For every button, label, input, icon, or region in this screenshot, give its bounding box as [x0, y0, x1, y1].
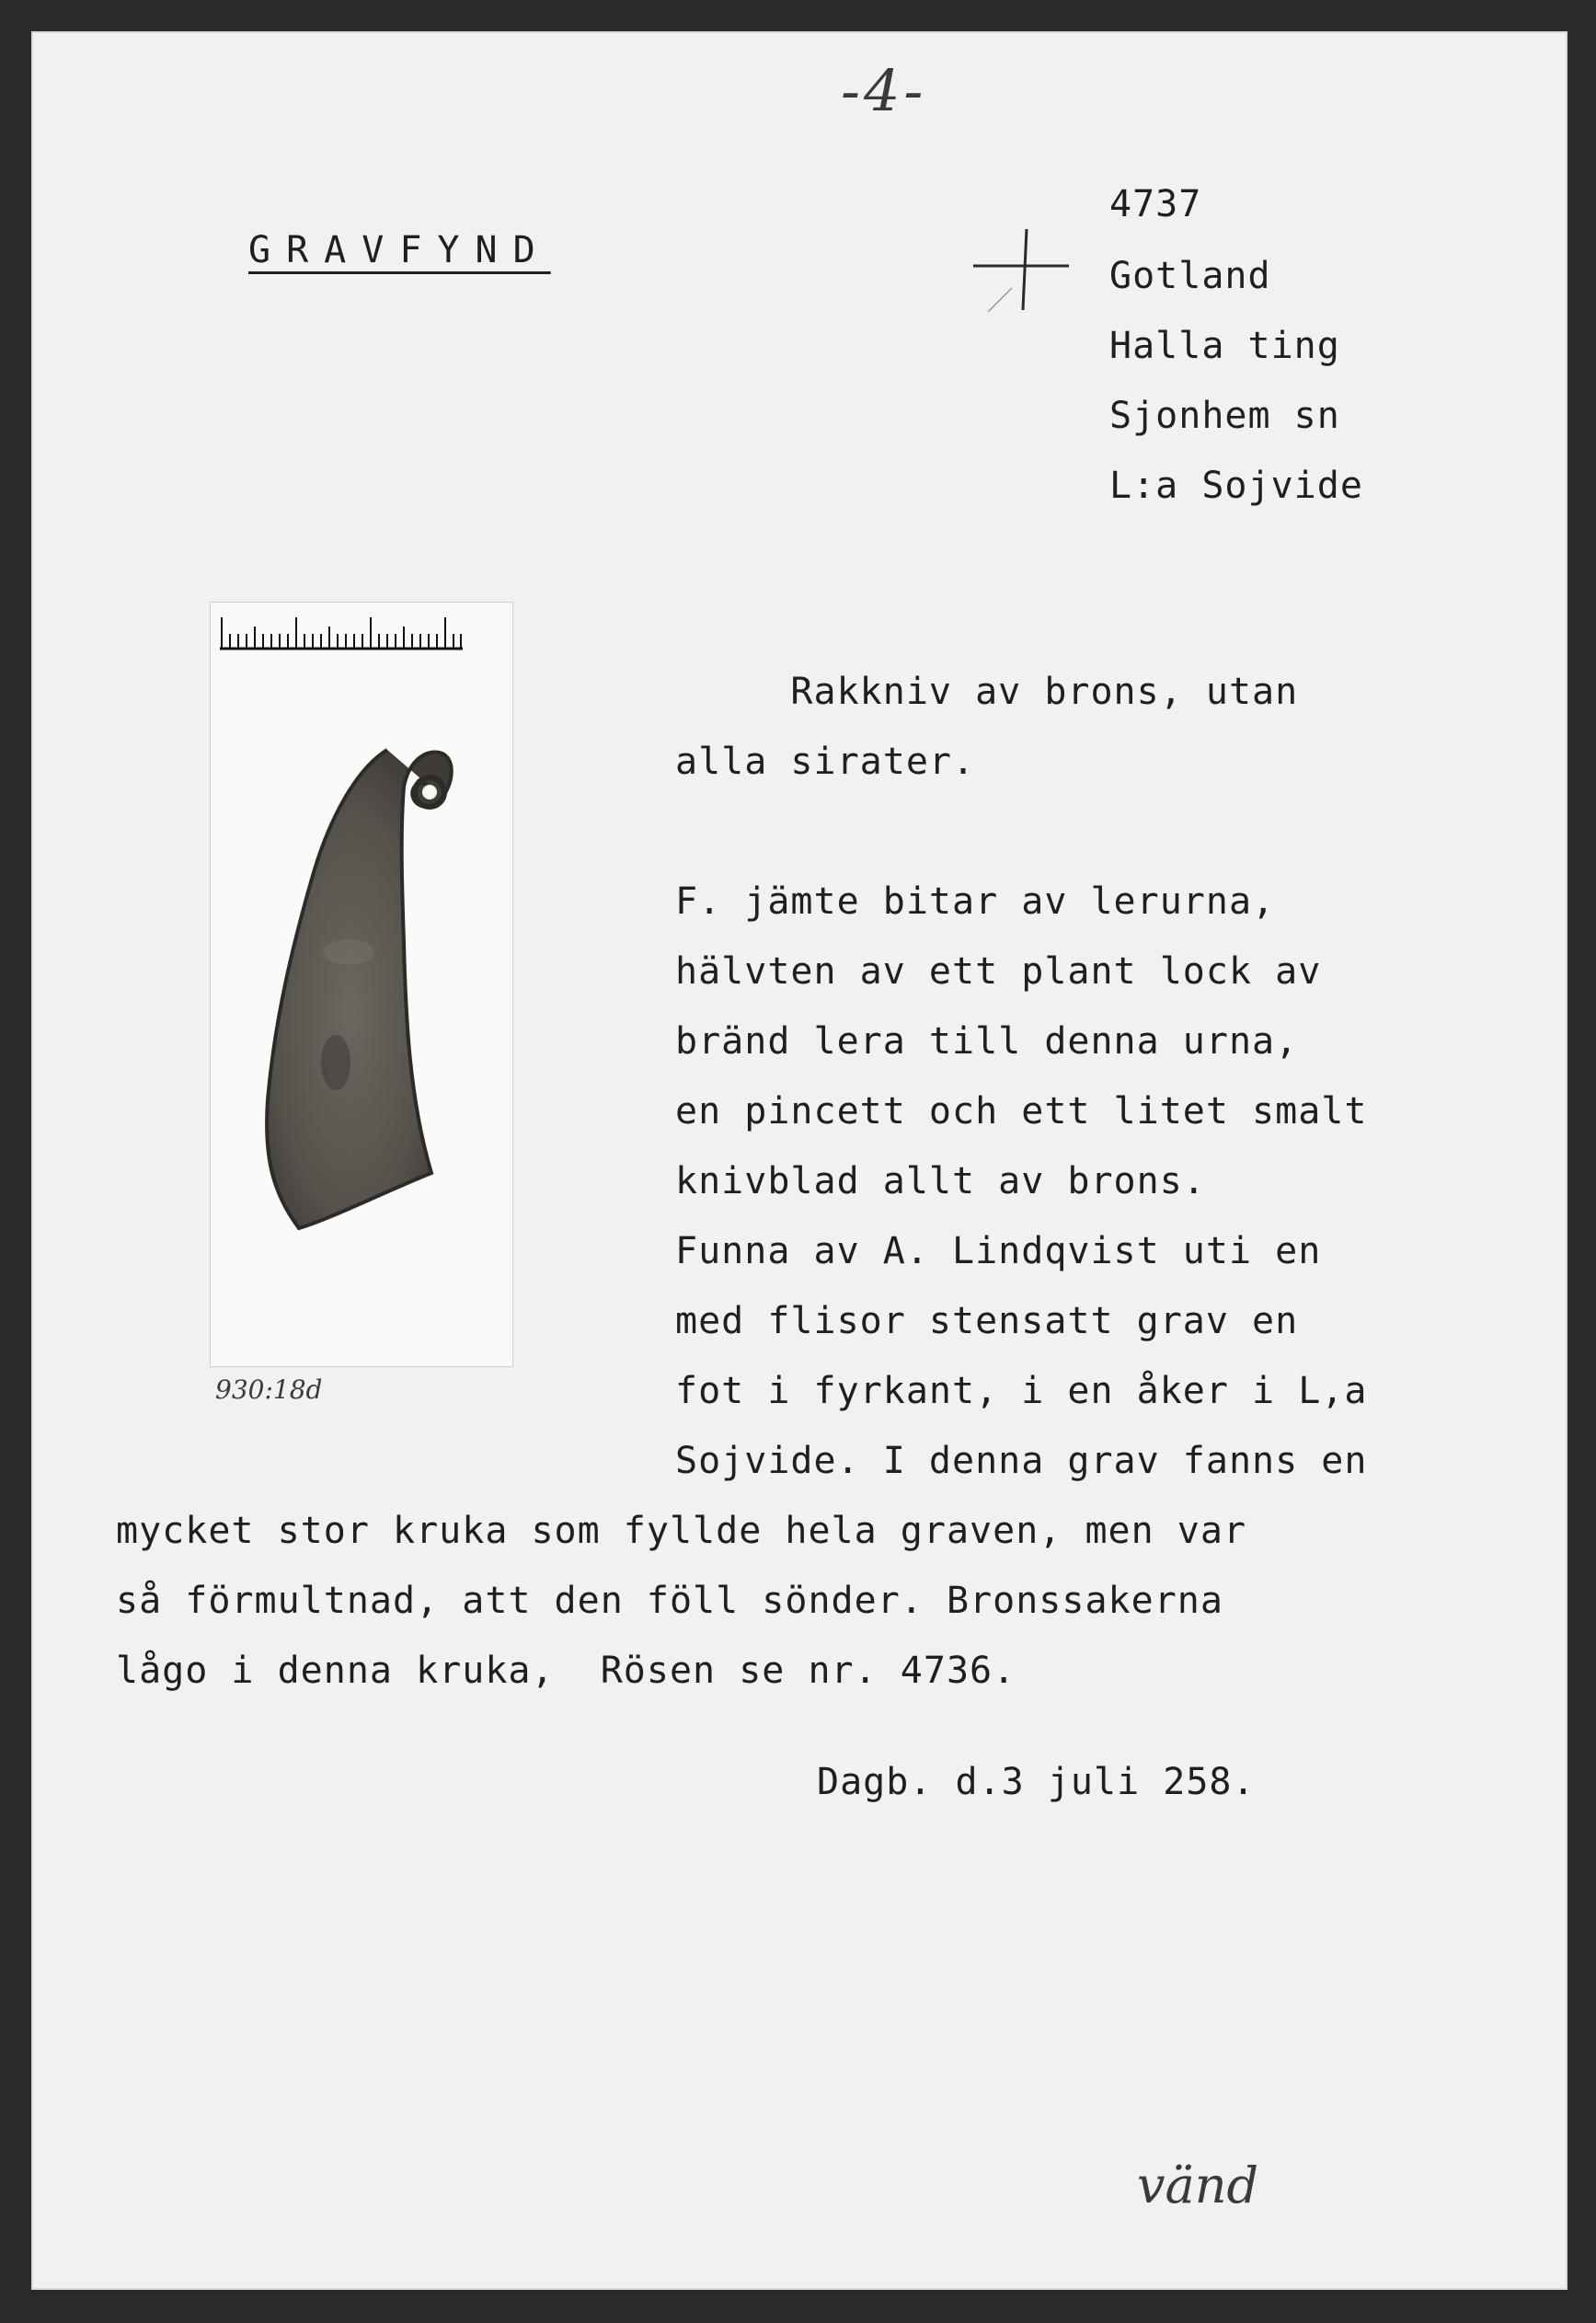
- body-text-line: lågo i denna kruka, Rösen se nr. 4736.: [116, 1650, 1016, 1692]
- location-line: Halla ting: [1109, 325, 1340, 367]
- body-text-line: hälvten av ett plant lock av: [675, 950, 1322, 993]
- page-title: GRAVFYND: [248, 229, 551, 271]
- body-text-line: med flisor stensatt grav en: [675, 1300, 1299, 1342]
- body-text-line: Sojvide. I denna grav fanns en: [675, 1440, 1368, 1482]
- body-text-line: Funna av A. Lindqvist uti en: [675, 1230, 1322, 1272]
- index-card: [31, 31, 1567, 2290]
- location-line: Sjonhem sn: [1109, 395, 1340, 437]
- body-text-line: alla sirater.: [675, 741, 976, 783]
- razor-knife-icon: [247, 713, 477, 1265]
- body-text-line: bränd lera till denna urna,: [675, 1020, 1299, 1063]
- location-line: Gotland: [1109, 255, 1271, 297]
- cross-mark-icon: [960, 220, 1089, 330]
- scale-ruler-icon: [218, 610, 465, 652]
- page-number: -4-: [841, 57, 927, 124]
- photo-caption: 930:18d: [215, 1374, 323, 1405]
- handwritten-note: vänd: [1137, 2156, 1259, 2214]
- location-line: L:a Sojvide: [1109, 465, 1363, 507]
- body-text-line: fot i fyrkant, i en åker i L,a: [675, 1370, 1368, 1412]
- body-text-line: F. jämte bitar av lerurna,: [675, 880, 1276, 923]
- body-text-line: en pincett och ett litet smalt: [675, 1090, 1368, 1133]
- artifact-photo: [210, 602, 513, 1367]
- diary-reference: Dagb. d.3 juli 258.: [817, 1761, 1256, 1803]
- body-text-line: så förmultnad, att den föll sönder. Bronssakerna: [116, 1580, 1223, 1622]
- body-text-line: knivblad allt av brons.: [675, 1160, 1206, 1202]
- body-text-line: Rakkniv av brons, utan: [675, 671, 1299, 713]
- body-text-line: mycket stor kruka som fyllde hela graven, men var: [116, 1510, 1247, 1552]
- catalog-number: 4737: [1109, 183, 1202, 225]
